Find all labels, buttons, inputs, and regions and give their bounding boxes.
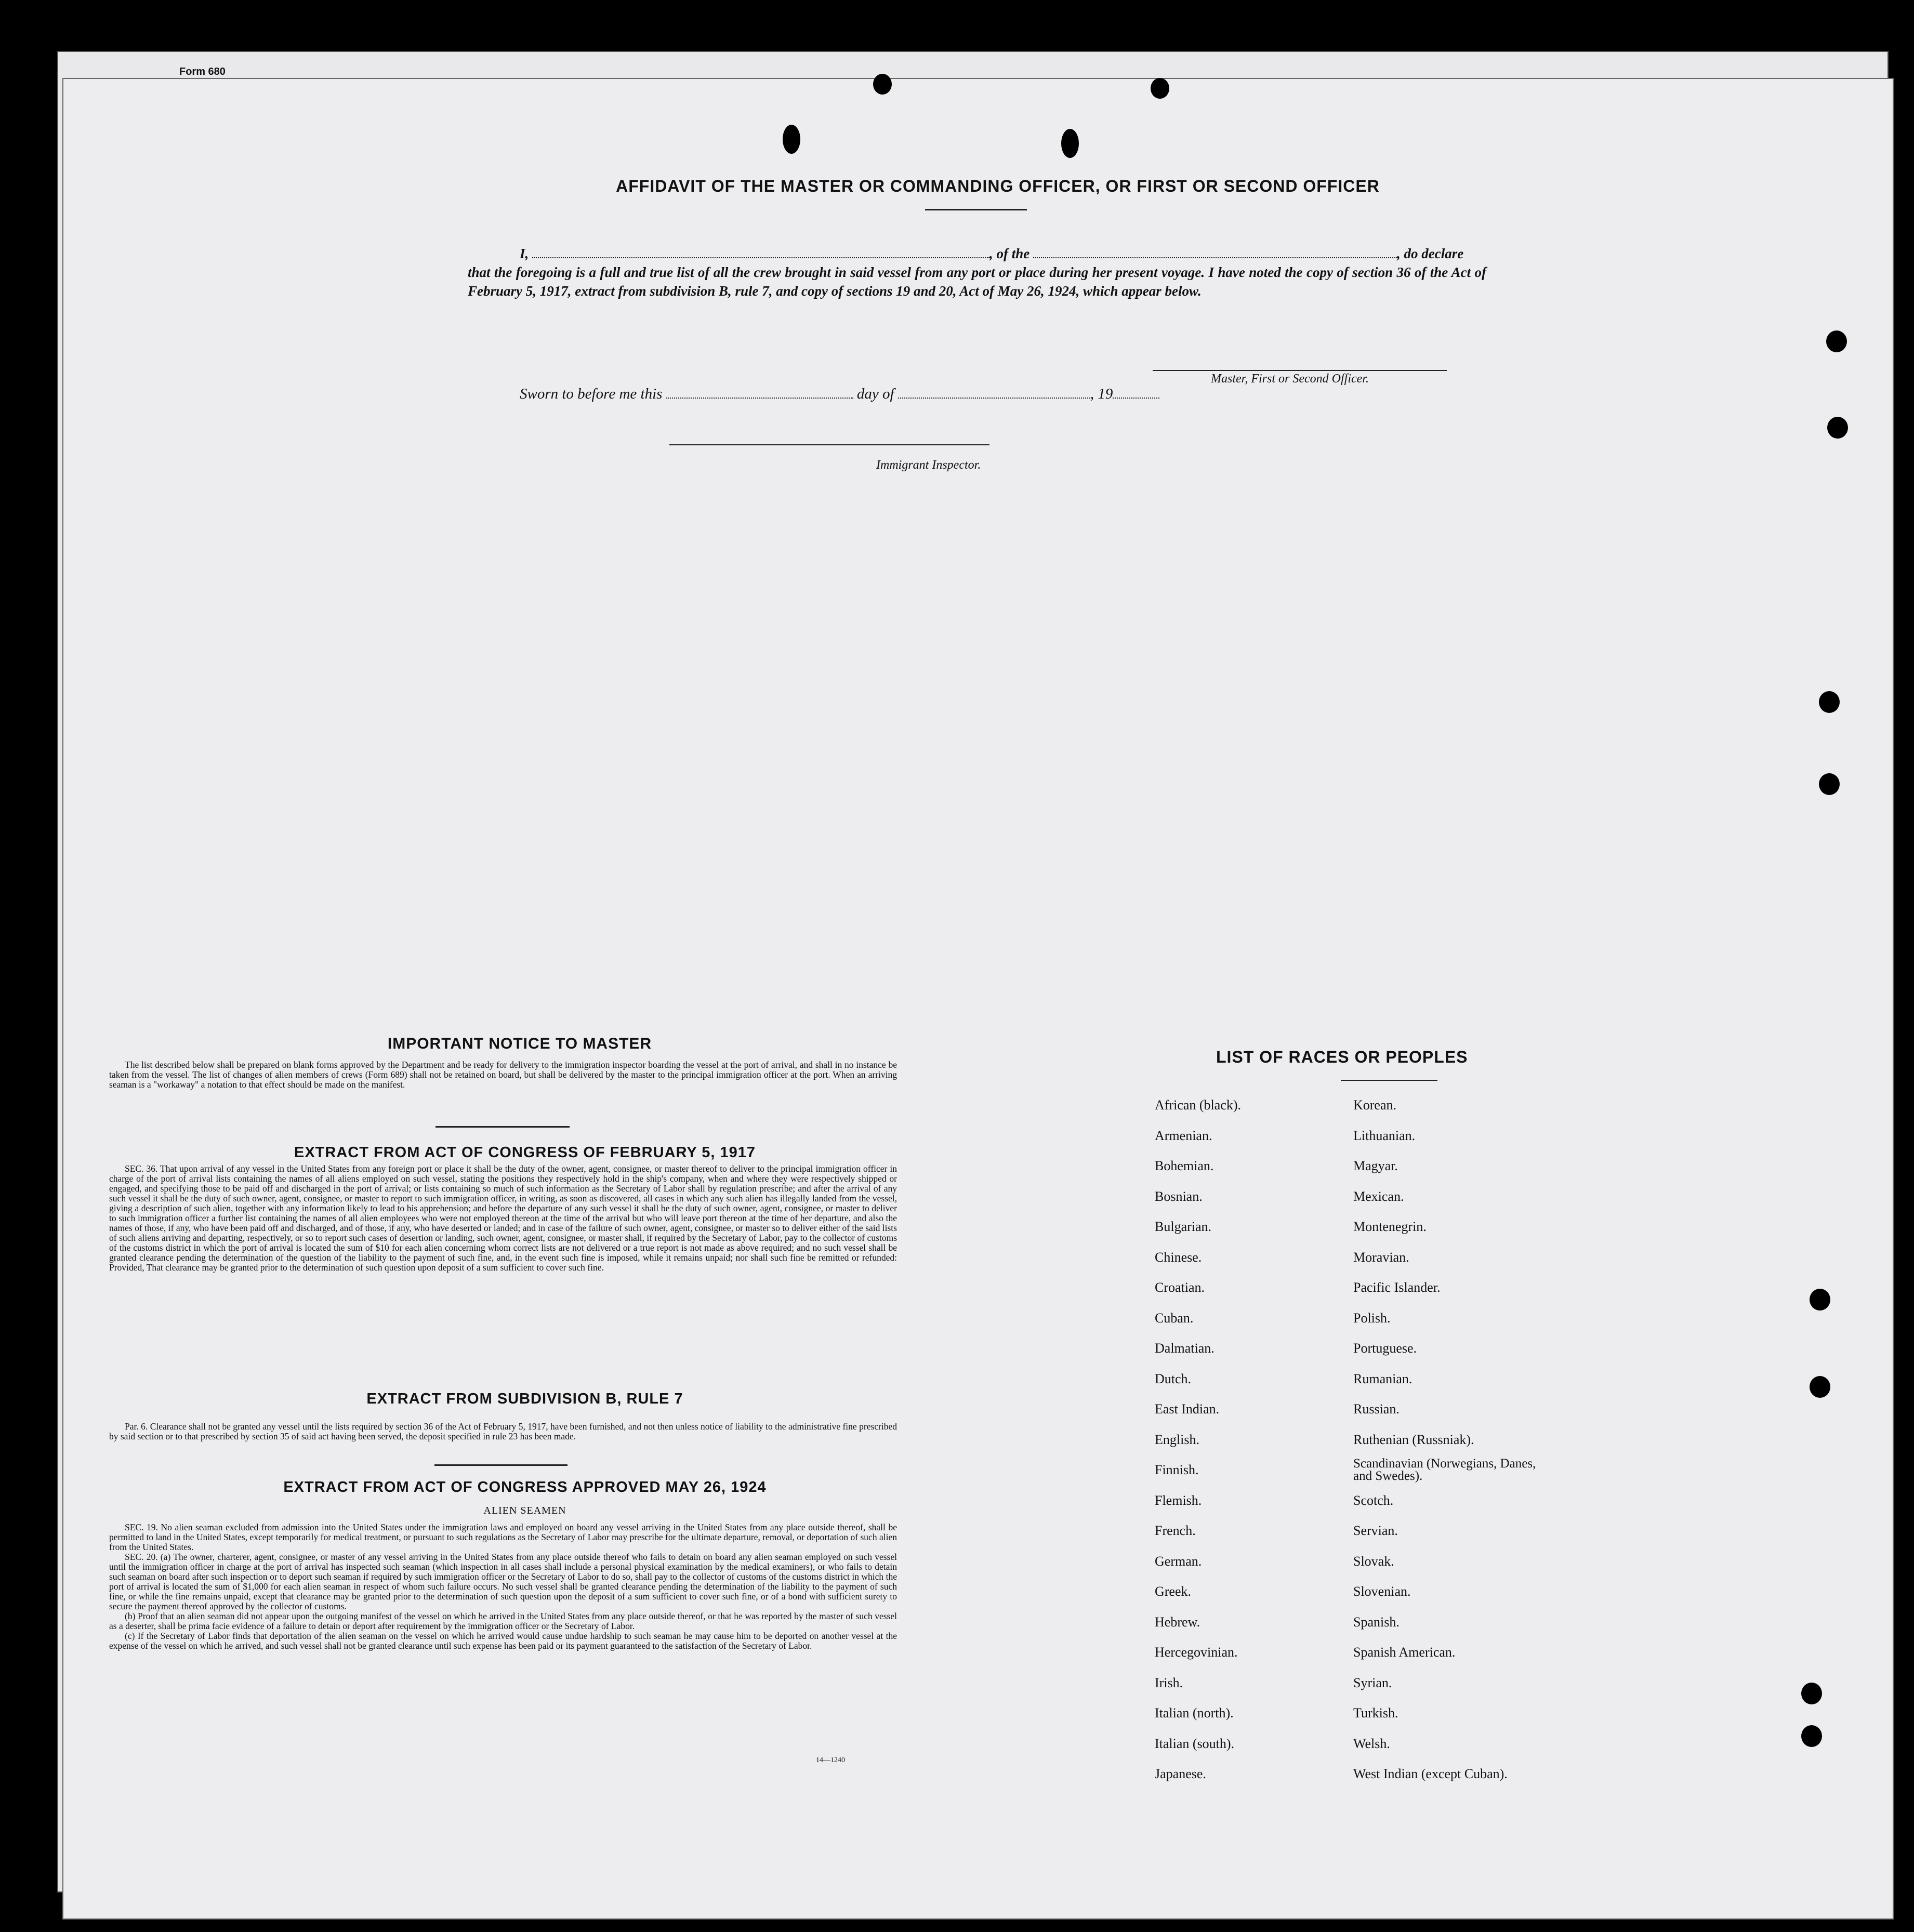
notice-text	[109, 1060, 897, 1090]
affidavit-declaration-line	[468, 244, 1486, 263]
name-blank	[532, 246, 989, 258]
race-item: Slovak.	[1353, 1553, 1394, 1569]
extract-rule7-title: EXTRACT FROM SUBDIVISION B, RULE 7	[366, 1391, 683, 1407]
punch-hole	[1061, 129, 1079, 158]
race-item: African (black).	[1155, 1097, 1242, 1113]
print-code: 14—1240	[816, 1756, 845, 1764]
punch-hole	[1819, 691, 1840, 713]
race-item: Spanish American.	[1353, 1645, 1456, 1660]
race-item: Syrian.	[1353, 1675, 1392, 1690]
race-item: Turkish.	[1353, 1705, 1398, 1721]
sworn-label: Sworn to before me this	[520, 386, 663, 402]
race-item: Italian (south).	[1155, 1736, 1235, 1751]
race-item: Ruthenian (Russniak).	[1353, 1432, 1474, 1447]
punch-hole	[1810, 1289, 1830, 1311]
race-item: Rumanian.	[1353, 1371, 1413, 1386]
punch-hole	[1827, 417, 1848, 439]
race-item: Scotch.	[1353, 1492, 1394, 1508]
race-item: Korean.	[1353, 1097, 1397, 1113]
race-item: Armenian.	[1155, 1128, 1212, 1143]
rule-7-paragraph: Par. 6. Clearance shall not be granted any vessel until the lists required by section 36 of the Act of February 5, 1917, have been furnished, and not then unless notice of liability to the administrative fine prescribed by said section or to that prescribed by section 35 of said act having been served, the deposit specified in rule 23 has been made.	[109, 1421, 897, 1441]
section-19-paragraph: SEC. 19. No alien seaman excluded from admission into the United States under the immigration laws and employed on board any vessel arriving in the United States from any place outside thereof, shall be permitted to land in the United States, except temporarily for medical treatment, or pursuant to such regulations as the Secretary of Labor may prescribe for the ultimate departure, removal, or deportation of such alien from the United States.	[109, 1522, 897, 1552]
section-20a-paragraph: SEC. 20. (a) The owner, charterer, agent, consignee, or master of any vessel arriving in the United States from any place outside thereof who fails to detain on board any alien seaman employed on such vessel until the immigration officer in charge at the port of arrival has inspected such seaman (which inspection in all cases shall include a personal physical examination by the medical examiners), or who fails to detain such seaman on board after such inspection or to deport such seaman if required by such immigration officer or the Secretary of Labor to do so, shall pay to the collector of customs of the customs district in which the port of arrival is located the sum of $1,000 for each alien seaman in respect of whom such failure occurs. No such vessel shall be granted clearance pending the determination of the liability to the payment of such fine, or while the fine remains unpaid, except that clearance may be granted prior to the determination of such question upon the deposit of a sum sufficient to cover such fine, or of a bond with sufficient surety to secure the payment thereof approved by the collector of customs.	[109, 1552, 897, 1611]
punch-hole	[1819, 773, 1840, 795]
notice-paragraph: The list described below shall be prepared on blank forms approved by the Department and be ready for delivery to the immigration inspector boarding the vessel at the port of arrival, and shall in no instance be taken from the vessel. The list of changes of alien members of crews (Form 689) shall not be retained on board, but shall be delivered by the master to the principal immigration officer at the port. When an arriving seaman is a "workaway" a notation to that effect should be made on the manifest.	[109, 1060, 897, 1090]
do-declare-label: , do declare	[1397, 246, 1464, 261]
year-blank	[1113, 387, 1159, 399]
race-item: Russian.	[1353, 1401, 1400, 1417]
race-item: Spanish.	[1353, 1614, 1400, 1630]
race-item: Magyar.	[1353, 1158, 1398, 1173]
race-item: Croatian.	[1155, 1280, 1205, 1295]
race-item: West Indian (except Cuban).	[1353, 1766, 1508, 1781]
race-item: Servian.	[1353, 1523, 1398, 1538]
race-item: East Indian.	[1155, 1401, 1220, 1417]
race-item: Finnish.	[1155, 1462, 1199, 1477]
section-36-paragraph: SEC. 36. That upon arrival of any vessel in the United States from any foreign port or place it shall be the duty of the owner, agent, consignee, or master thereof to deliver to the principal immigration officer in charge of the port of arrival lists containing the names of all aliens employed on such vessel, stating the positions they respectively hold in the ship's company, when and where they were respectively shipped or engaged, and specifying those to be paid off and discharged in the port of arrival; or lists containing so much of such information as the Secretary of Labor shall by regulation prescribe; and after the arrival of any such vessel it shall be the duty of such owner, agent, consignee, or master to report to such immigration officer, in writing, as soon as discovered, all cases in which any such alien has illegally landed from the vessel, giving a description of such alien, together with any information likely to lead to his apprehension; and before the departure of any such vessel it shall be the duty of such owner, agent, consignee, or master to deliver to such immigration officer a further list containing the names of all alien employees who were not employed thereon at the time of the arrival but who will leave port thereon at the time of her departure, and also the names of those, if any, who have been paid off and discharged, and of those, if any, who have deserted or landed; and in case of the failure of such owner, agent, consignee, or master so to deliver either of the said lists of such aliens arriving and departing, respectively, or so to report such cases of desertion or landing, such owner, agent, consignee, or master shall, if required by the Secretary of Labor, pay to the collector of customs of the customs district in which the port of arrival is located the sum of $10 for each alien concerning whom correct lists are not delivered or a true report is not made as above required; and no such vessel shall be granted clearance pending the determination of the question of the liability to the payment of such fine, and, in the event such fine is imposed, while it remains unpaid; nor shall such fine be remitted or refunded: Provided, That clearance may be granted prior to the determination of such question upon deposit of a sum sufficient to cover such fine.	[109, 1163, 897, 1273]
race-item: Dutch.	[1155, 1371, 1192, 1386]
signature-label: Master, First or Second Officer.	[1211, 372, 1369, 386]
race-item: Slovenian.	[1353, 1584, 1411, 1599]
race-item: German.	[1155, 1553, 1202, 1569]
race-item: French.	[1155, 1523, 1196, 1538]
race-item: Hercegovinian.	[1155, 1645, 1238, 1660]
race-item: Polish.	[1353, 1310, 1391, 1326]
race-item: Scandinavian (Norwegians, Danes, and Swedes).	[1353, 1457, 1536, 1483]
punch-hole	[873, 74, 892, 95]
race-item: Greek.	[1155, 1584, 1192, 1599]
section-20b-paragraph: (b) Proof that an alien seaman did not appear upon the outgoing manifest of the vessel on which he arrived in the United States from any place outside thereof, or that he was reported by the master of such vessel as a deserter, shall be prima facie evidence of a failure to detain or deport after requirement by the immigration officer or the Secretary of Labor.	[109, 1611, 897, 1631]
affidavit-title: AFFIDAVIT OF THE MASTER OR COMMANDING OFFICER, OR FIRST OR SECOND OFFICER	[616, 177, 1380, 195]
month-blank	[898, 387, 1090, 399]
affidavit-i-label: I,	[520, 246, 529, 261]
race-item: Cuban.	[1155, 1310, 1194, 1326]
year-label: , 19	[1090, 386, 1113, 402]
race-item: Moravian.	[1353, 1249, 1409, 1265]
race-item: Chinese.	[1155, 1249, 1202, 1265]
day-blank	[666, 387, 853, 399]
punch-hole	[1810, 1376, 1830, 1398]
race-item: Flemish.	[1155, 1492, 1202, 1508]
race-item: Lithuanian.	[1353, 1128, 1416, 1143]
race-item: Portuguese.	[1353, 1341, 1417, 1356]
race-item: Italian (north).	[1155, 1705, 1234, 1721]
inspector-line	[669, 444, 989, 445]
extract-1924-text	[109, 1523, 897, 1651]
extract-rule7-text	[109, 1422, 897, 1441]
sworn-line	[520, 386, 1159, 403]
notice-title: IMPORTANT NOTICE TO MASTER	[387, 1035, 652, 1052]
alien-seamen-subtitle: ALIEN SEAMEN	[483, 1505, 566, 1516]
extract-1917-text	[109, 1164, 897, 1273]
punch-hole	[1801, 1725, 1822, 1747]
races-column-2	[1353, 1090, 1546, 1790]
race-item: Bosnian.	[1155, 1188, 1203, 1204]
vessel-blank	[1033, 246, 1397, 258]
form-number: Form 680	[179, 66, 226, 77]
races-column-1	[1155, 1090, 1241, 1790]
races-title: LIST OF RACES OR PEOPLES	[1216, 1048, 1468, 1066]
race-item: Montenegrin.	[1353, 1219, 1427, 1234]
affidavit-body	[468, 244, 1486, 300]
punch-hole	[1801, 1683, 1822, 1704]
divider	[925, 209, 1027, 210]
punch-hole	[783, 125, 800, 154]
race-item: Bulgarian.	[1155, 1219, 1212, 1234]
extract-1924-title: EXTRACT FROM ACT OF CONGRESS APPROVED MAY 26, 1924	[283, 1479, 767, 1496]
divider	[1341, 1080, 1437, 1081]
signature-line	[1153, 370, 1447, 371]
day-of-label: day of	[856, 386, 894, 402]
divider	[435, 1126, 570, 1128]
race-item: Japanese.	[1155, 1766, 1206, 1781]
of-the-label: , of the	[989, 246, 1030, 261]
race-item: Welsh.	[1353, 1736, 1390, 1751]
divider	[434, 1464, 567, 1466]
race-item: Bohemian.	[1155, 1158, 1214, 1173]
race-item: Irish.	[1155, 1675, 1183, 1690]
race-item: English.	[1155, 1432, 1199, 1447]
race-item: Hebrew.	[1155, 1614, 1200, 1630]
punch-hole	[1826, 330, 1847, 352]
section-20c-paragraph: (c) If the Secretary of Labor finds that deportation of the alien seaman on the vessel on which he arrived would cause undue hardship to such seaman he may cause him to be deported on another vessel at the expense of the vessel on which he arrived, and such vessel shall not be granted clearance until such expense has been paid or its payment guaranteed to the satisfaction of the Secretary of Labor.	[109, 1631, 897, 1651]
race-item: Mexican.	[1353, 1188, 1404, 1204]
inspector-label: Immigrant Inspector.	[876, 458, 981, 472]
affidavit-text: that the foregoing is a full and true list of all the crew brought in said vessel from any port or place during her present voyage. I have noted the copy of section 36 of the Act of February 5, 1917, extract from subdivision B, rule 7, and copy of sections 19 and 20, Act of May 26, 1924, which appear below.	[468, 264, 1486, 299]
race-item: Dalmatian.	[1155, 1341, 1215, 1356]
race-item: Pacific Islander.	[1353, 1280, 1441, 1295]
extract-1917-title: EXTRACT FROM ACT OF CONGRESS OF FEBRUARY 5, 1917	[294, 1144, 756, 1161]
punch-hole	[1151, 78, 1169, 99]
